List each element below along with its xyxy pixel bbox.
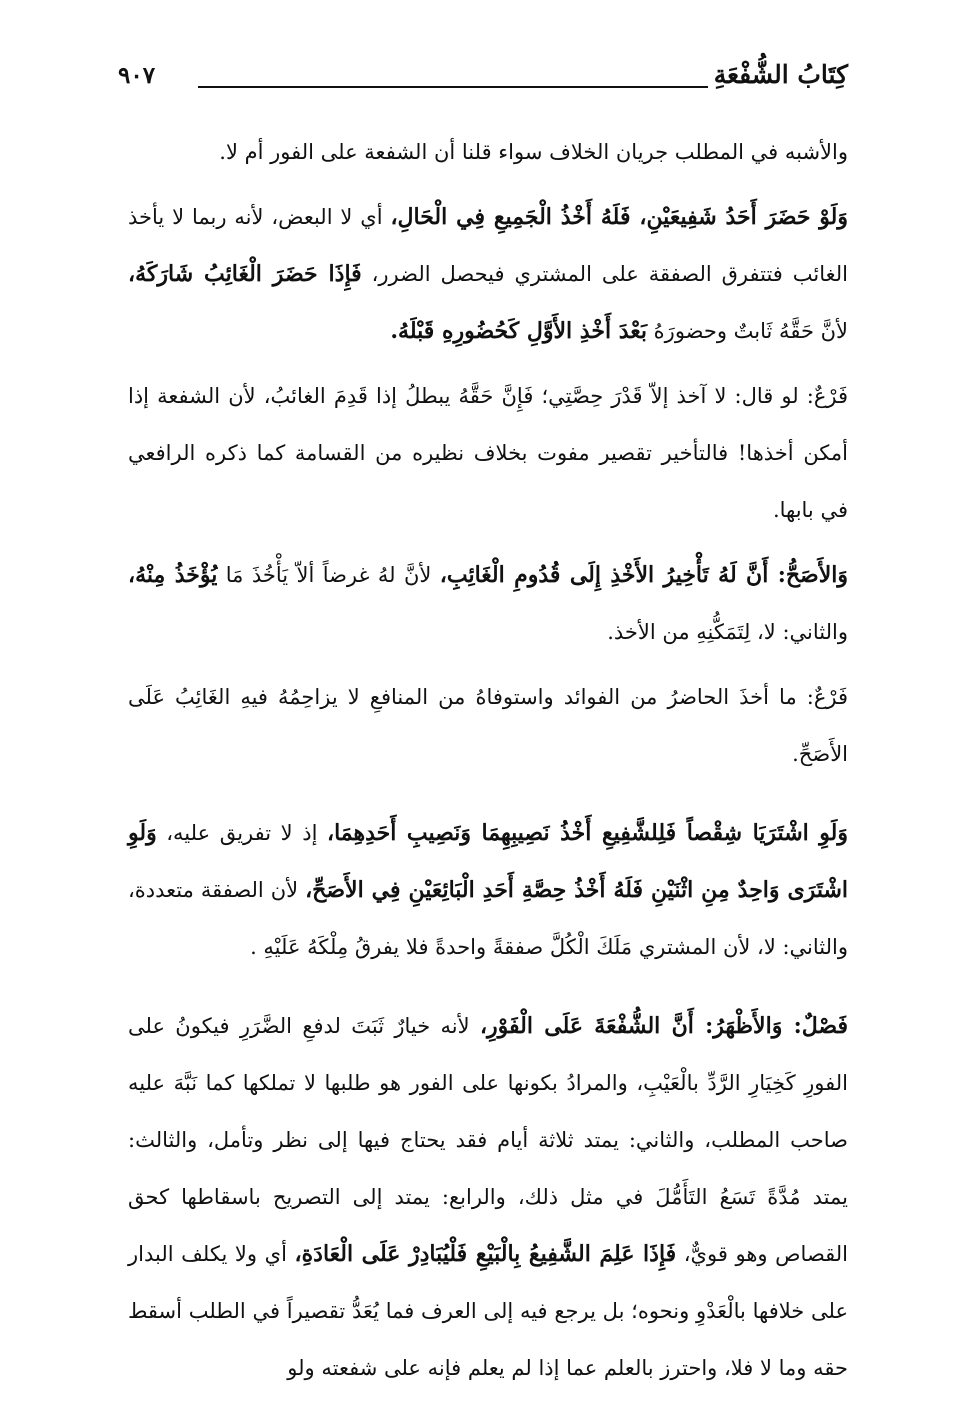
paragraph	[128, 998, 848, 1397]
paragraph	[128, 124, 848, 181]
page-number: ٩٠٧	[118, 62, 156, 89]
paragraph	[128, 189, 848, 360]
running-header	[118, 58, 848, 98]
header-rule	[198, 86, 708, 88]
page-body	[128, 124, 848, 1397]
matn-text: بَعْدَ أَخْذِ الأَوَّلِ كَحُضُورِهِ قَبْلَهُ.	[390, 318, 647, 344]
paragraph	[128, 368, 848, 539]
commentary-text: لأنه خيارٌ ثَبَتَ لدفعِ الضَّرَرِ فيكونُ على الفورِ كَخِيَارِ الرَّدِّ بالْعَيْبِ، والمرادُ بكونها على الفور هو طلبها لا تملكها كما نَبَّهَ عليه صاحب المطلب، والثاني: يمتد ثلاثة أيام فقد يحتاج فيها إلى نظر وتأمل، والثالث: يمتد مُدَّةً تَسَعُ التَأَمُّلَ في مثل ذلك، والرابع: يمتد إلى التصريح باسقاطها كحق القصاص وهو قويٌّ،	[128, 1014, 849, 1266]
commentary-text: أي ولا يكلف البدار على خلافها بالْعَدْوِ ونحوه؛ بل يرجع فيه إلى العرف فما يُعَدُّ تقصيراً في الطلب أسقط حقه وما لا فلا، واحترز بالعلم عما إذا لم يعلم فإنه على شفعته ولو	[128, 1242, 848, 1380]
text-run: والأشبه في المطلب جريان الخلاف سواء قلنا أن الشفعة على الفور أم لا.	[219, 140, 848, 164]
commentary-text: فَرْعٌ: لو قال: لا آخذ إلاّ قَدْرَ حِصَّتِي؛ فَإِنَّ حَقَّهُ يبطلُ إذا قَدِمَ الغائبُ، لأن الشفعة إذا أمكن أخذها! فالتأخير تقصير مفوت بخلاف نظيره من القسامة كما ذكره الرافعي في بابها.	[128, 384, 848, 522]
commentary-text: فَرْعٌ: ما أخذَ الحاضرُ من الفوائد واستوفاهُ من المنافعِ لا يزاحِمُهُ فيهِ الغَائِبُ عَلَى الأَصَحِّ.	[128, 685, 848, 766]
matn-text: وَلَوْ حَضَرَ أَحَدُ شَفِيعَيْنِ، فَلَهُ أَخْذُ الْجَمِيعِ فِي الْحَالِ،	[390, 204, 848, 230]
matn-text: وَالأَصَحُّ: أَنَّ لَهُ تَأْخِيرُ الأَخْذِ إِلَى قُدُومِ الْغَائِبِ،	[439, 562, 848, 588]
matn-text: فَإِذَا عَلِمَ الشَّفِيعُ بِالْبَيْعِ فَلْيُبَادِرْ عَلَى الْعَادَةِ،	[294, 1241, 677, 1267]
chapter-title: كِتَابُ الشُّفْعَةِ	[713, 60, 848, 89]
commentary-text: والثاني: لا، لِتَمَكُّنِهِ من الأخذ.	[607, 620, 848, 644]
commentary-text: أي لا البعض، لأنه ربما لا يأخذ الغائب فتتفرق الصفقة على المشتري فيحصل الضرر،	[128, 205, 848, 286]
commentary-text: لأن الصفقة متعددة، والثاني: لا، لأن المشتري مَلَكَ الْكُلَّ صفقةً واحدةً فلا يفرقُ مِلْكَهُ عَلَيْهِ .	[128, 878, 848, 959]
matn-text: فَصْلٌ: وَالأَظْهَرُ: أَنَّ الشُّفْعَةَ عَلَى الْفَوْرِ،	[479, 1013, 848, 1039]
paragraph	[128, 669, 848, 783]
matn-text: وَلَوِ اشْتَرَيَا شِقْصاً فَلِلشَّفِيعِ أَخْذُ نَصِيبِهِمَا وَنَصِيبِ أَحَدِهِمَا،	[326, 820, 848, 846]
commentary-text: لأنَّ لهُ غرضاً ألاّ يَأْخُذَ مَا	[217, 563, 440, 587]
matn-text: فَإِذَا حَضَرَ الْغَائِبُ شَارَكَهُ،	[128, 261, 362, 287]
matn-text: وَلَوِ اشْتَرَى وَاحِدٌ مِنِ اثْنَيْنِ فَلَهُ أَخْذُ حِصَّةِ أَحَدِ الْبَائِعَيْنِ فِي الأَصَحِّ،	[128, 820, 849, 903]
paragraph	[128, 805, 848, 976]
commentary-text: لأنَّ حَقَّهُ ثَابتٌ وحضورَهُ	[647, 319, 848, 343]
commentary-text: إذ لا تفريق عليه،	[156, 821, 327, 845]
matn-text: يُؤْخَذُ مِنْهُ،	[128, 562, 218, 588]
paragraph	[128, 547, 848, 661]
